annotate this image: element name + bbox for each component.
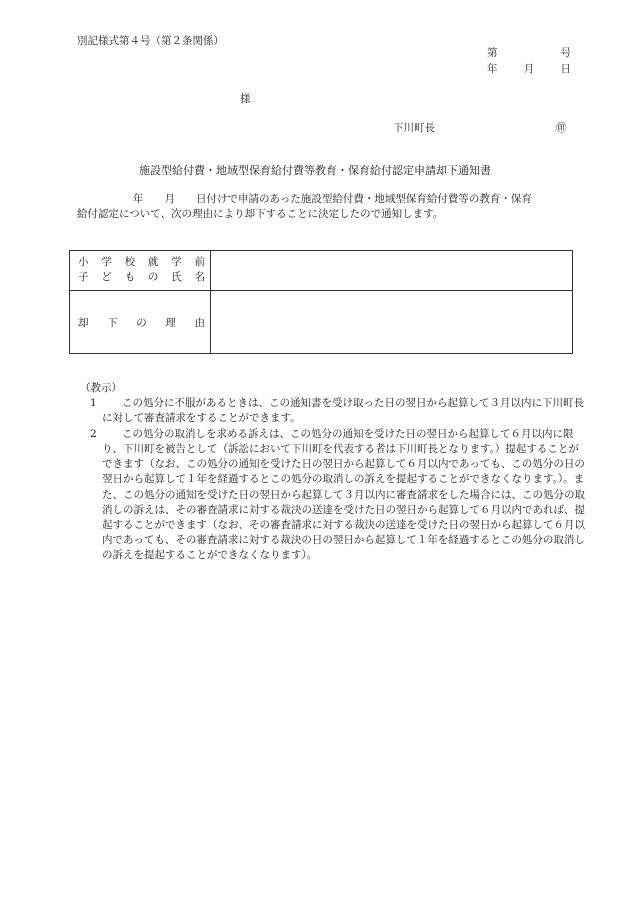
- instructions-section: [80, 381, 585, 564]
- label-char: 氏: [171, 271, 182, 284]
- rejection-reason-label: [70, 290, 211, 353]
- label-char: 子: [78, 271, 89, 284]
- number-prefix: 第: [487, 47, 498, 59]
- child-name-label-line-1: [78, 255, 205, 270]
- label-char: 小: [78, 256, 89, 268]
- rejection-reason-value: [211, 290, 572, 353]
- instruction-text: この処分の取消しを求める訴えは、この処分の通知を受けた日の翌日から起算して６月以内に限り、下川町を被告として（訴訟において下川町を代表する者は下川町長となります。）提起することができます（なお、この処分の通知を受けた日の翌日から起算して６月以内であっても、この処分の日の翌日から起算して１年を経過するとこの処分の取消しの訴えを提起することができなくなります。）。また、この処分の通知を受けた日の翌日から起算して３月以内に審査請求をした場合には、この処分の取消しの訴えは、その審査請求に対する裁決の送達を受けた日の翌日から起算して６月以内であれば、提起することができます（なお、その審査請求に対する裁決の送達を受けた日の翌日から起算して６月以内であっても、その審査請求に対する裁決の日の翌日から起算して１年を経過するとこの処分の取消しの訴えを提起することができなくなります）。: [102, 427, 585, 562]
- label-char: 由: [194, 317, 205, 329]
- form-number-label: 別記様式第４号（第２条関係）: [77, 35, 224, 47]
- label-char: も: [124, 271, 136, 284]
- document-title: 施設型給付費・地域型保育給付費等教育・保育給付認定申請却下通知書: [139, 164, 491, 177]
- label-char: 却: [78, 317, 89, 329]
- seal-mark: ㊞: [556, 122, 567, 134]
- instruction-item: [80, 427, 585, 564]
- instruction-item: [80, 396, 585, 426]
- instructions-heading: （教示）: [80, 382, 122, 394]
- label-char: 学: [101, 256, 112, 268]
- document-number: [487, 46, 571, 61]
- child-name-label-line-2: [78, 270, 205, 285]
- label-char: 理: [165, 317, 176, 329]
- issuer-name: 下川町長: [393, 122, 435, 134]
- label-char: 前: [194, 256, 205, 268]
- label-char: 名: [194, 271, 205, 284]
- label-char: ど: [101, 271, 112, 284]
- child-name-value: [211, 251, 572, 290]
- label-char: 学: [171, 256, 182, 268]
- instruction-number: 2: [90, 427, 97, 440]
- rejection-reason-row: [70, 290, 572, 353]
- child-name-label: [70, 251, 211, 290]
- intro-line-1: 年 月 日付けで申請のあった施設型給付費・地域型保育給付費等の教育・保育: [133, 193, 532, 205]
- intro-paragraph: [77, 192, 583, 222]
- label-char: 就: [147, 256, 159, 268]
- child-name-row: [70, 251, 572, 291]
- instruction-number: 1: [90, 397, 97, 410]
- date-year: 年: [487, 63, 498, 75]
- instruction-text: この処分に不服があるときは、この通知書を受け取った日の翌日から起算して３月以内に下川町長に対して審査請求をすることができます。: [102, 397, 584, 425]
- date-month: 月: [523, 63, 535, 75]
- label-char: 校: [124, 256, 136, 268]
- number-suffix: 号: [560, 47, 571, 59]
- label-char: の: [147, 271, 159, 284]
- label-char: 下: [107, 317, 118, 329]
- intro-line-2: 給付認定について、次の理由により却下することに決定したので通知します。: [77, 208, 444, 221]
- label-char: の: [136, 317, 147, 329]
- rejection-reason-label-line: [78, 316, 205, 331]
- rejection-table: [69, 250, 573, 354]
- document-date: [487, 62, 571, 77]
- addressee-honorific: 様: [240, 93, 251, 105]
- date-day: 日: [560, 63, 571, 75]
